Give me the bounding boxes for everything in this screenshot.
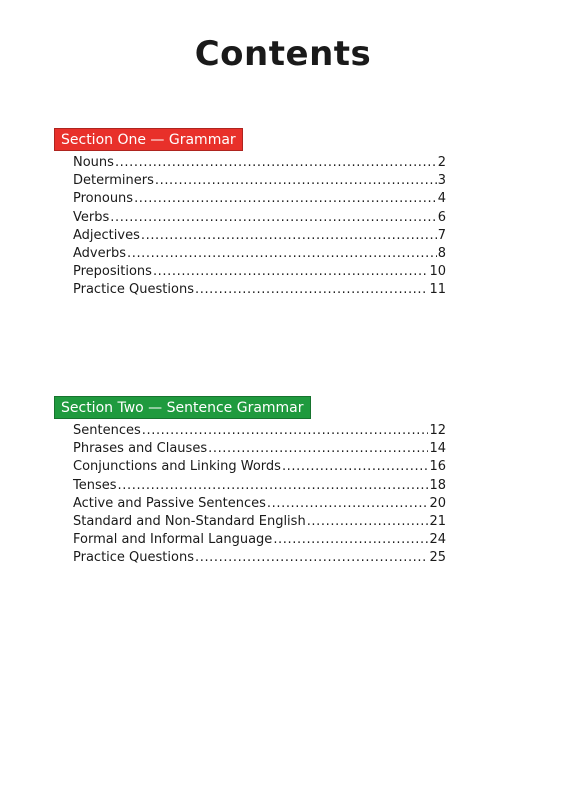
section-two [54,396,454,568]
toc-entry-page: 24 [429,532,446,548]
toc-entry-page: 12 [429,423,446,438]
toc-entry-nouns[interactable] [73,154,446,172]
dot-leader [267,495,429,513]
page-title: Contents [194,34,372,74]
toc-entry-page: 7 [437,227,446,243]
toc-entry-adjectives[interactable] [73,227,446,245]
toc-entry-determiners[interactable] [73,172,446,190]
toc-entry-label: Adverbs [73,245,126,261]
toc-entry-page: 6 [437,209,446,225]
dot-leader [142,422,429,440]
toc-entry-label: Active and Passive Sentences [73,495,266,511]
dot-leader [127,245,437,263]
toc-entry-page: 21 [429,513,446,529]
dot-leader [141,227,437,245]
toc-entry-active-passive[interactable] [73,495,446,513]
section-two-toc-list [54,422,454,568]
dot-leader [118,477,429,495]
toc-entry-label: Sentences [73,423,141,438]
toc-entry-label: Adjectives [73,227,140,243]
toc-entry-practice-questions[interactable] [73,281,446,299]
toc-entry-label: Formal and Informal Language [73,532,273,548]
toc-entry-tenses[interactable] [73,477,446,495]
toc-entry-label: Tenses [73,477,117,493]
toc-entry-page: 2 [437,155,446,170]
dot-leader [282,458,429,476]
toc-entry-label: Phrases and Clauses [73,441,208,457]
toc-entry-page: 10 [429,264,446,280]
dot-leader [273,531,428,549]
dot-leader [155,172,437,190]
toc-entry-page: 4 [437,191,446,207]
section-one-header: Section One — Grammar [54,128,243,151]
toc-entry-label: Verbs [73,209,110,225]
toc-entry-phrases-and-clauses[interactable] [73,440,446,458]
toc-entry-conjunctions[interactable] [73,458,446,476]
dot-leader [195,549,428,567]
toc-entry-label: Practice Questions [73,550,194,566]
toc-entry-label: Pronouns [73,191,134,207]
dot-leader [153,263,429,281]
toc-entry-pronouns[interactable] [73,190,446,208]
toc-entry-prepositions[interactable] [73,263,446,281]
toc-entry-page: 14 [429,441,446,457]
section-two-header: Section Two — Sentence Grammar [54,396,311,419]
toc-entry-page: 25 [429,550,446,566]
toc-entry-label: Nouns [73,155,114,170]
toc-entry-page: 16 [429,459,446,475]
section-one-toc-list [54,154,454,300]
toc-entry-page: 8 [437,245,446,261]
toc-entry-page: 3 [437,173,446,189]
toc-entry-adverbs[interactable] [73,245,446,263]
toc-entry-label: Conjunctions and Linking Words [73,459,281,475]
dot-leader [195,281,428,299]
dot-leader [110,209,436,227]
dot-leader [115,154,437,172]
section-one [54,128,454,300]
toc-entry-formal-informal[interactable] [73,531,446,549]
toc-entry-label: Practice Questions [73,282,194,298]
dot-leader [208,440,428,458]
dot-leader [134,190,437,208]
toc-entry-practice-questions[interactable] [73,549,446,567]
toc-entry-label: Standard and Non-Standard English [73,513,306,529]
dot-leader [307,513,429,531]
toc-entry-page: 11 [429,282,446,298]
toc-entry-label: Determiners [73,173,154,189]
toc-entry-label: Prepositions [73,264,152,280]
toc-entry-verbs[interactable] [73,209,446,227]
toc-entry-standard-english[interactable] [73,513,446,531]
toc-entry-sentences[interactable] [73,422,446,440]
toc-entry-page: 18 [429,477,446,493]
toc-entry-page: 20 [429,495,446,511]
